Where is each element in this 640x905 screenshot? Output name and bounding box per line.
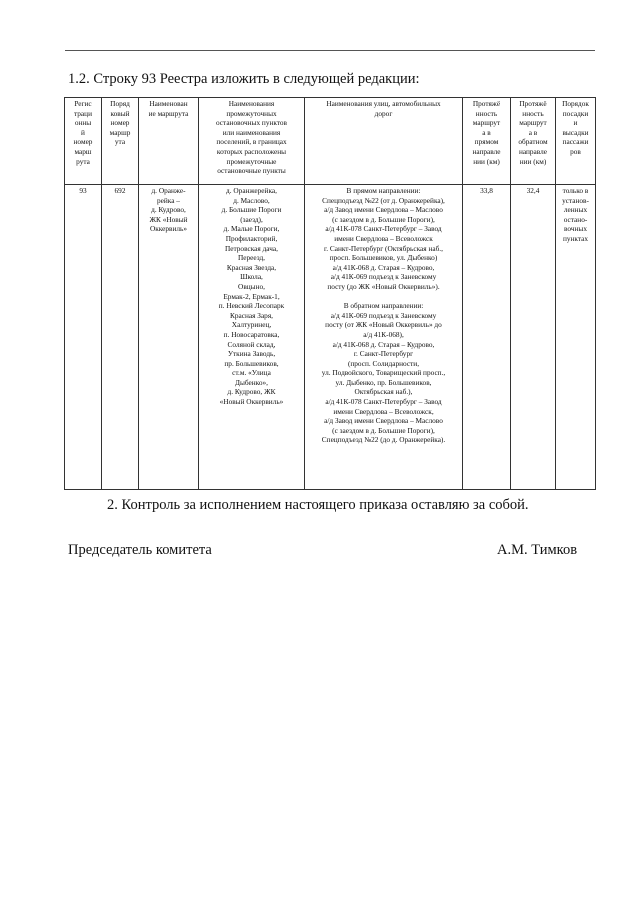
cell-line: пр. Большевиков, <box>224 358 279 368</box>
cell-line: а/д Завод имени Свердлова – Маслово <box>324 416 443 426</box>
cell-line: ута <box>114 137 126 147</box>
route-name-cell <box>139 185 199 490</box>
cell-line: Соляной склад, <box>227 339 276 349</box>
header-cell <box>305 98 463 185</box>
cell-line: а/д 41К-069 подъезд к Заневскому <box>330 272 437 282</box>
stops-cell <box>199 185 305 490</box>
header-cell <box>556 98 596 185</box>
cell-line: ул. Подвойского, Товарищеский просп., <box>321 368 446 378</box>
top-rule <box>65 50 595 51</box>
cell-line: ст.м. «Улица <box>232 368 271 378</box>
cell-line: д. Оранже- <box>151 186 186 195</box>
cell-line: й <box>81 127 85 137</box>
cell-line: а/д 41К-068 д. Старая – Кудрово, <box>332 262 435 272</box>
length-forward-cell: 33,8 <box>463 185 511 490</box>
table-header-row <box>65 98 596 185</box>
cell-line: пассажи <box>562 137 589 147</box>
cell-line: нность <box>475 108 498 118</box>
cell-line: пунктах <box>562 233 589 243</box>
header-cell <box>199 98 305 185</box>
cell-line: Дыбенко», <box>235 377 268 387</box>
length-backward-cell: 32,4 <box>511 185 556 490</box>
header-cell <box>139 98 199 185</box>
cell-line: посту (от ЖК «Новый Оккервиль» до <box>325 320 442 330</box>
cell-line: посту (до ЖК «Новый Оккервиль»). <box>327 281 440 291</box>
cell-line: а/д 41К-078 Санкт-Петербург – Завод <box>325 397 442 407</box>
cell-line: прямом <box>474 137 499 147</box>
cell-line: остановочные пункты <box>217 166 286 176</box>
cell-line: только в <box>562 186 589 195</box>
cell-line: промежуточные <box>226 156 277 166</box>
cell-line: Овцыно, <box>238 281 265 291</box>
cell-line: маршрут <box>472 118 501 128</box>
cell-line: нии (км) <box>473 156 500 166</box>
cell-line: В прямом направлении: <box>346 186 421 195</box>
cell-line: которых расположены <box>216 146 287 156</box>
cell-line: Наименован <box>149 99 188 108</box>
cell-line: Наименования улиц, автомобильных <box>326 99 441 108</box>
signature-position: Председатель комитета <box>68 542 212 558</box>
cell-line: или наименования <box>222 127 281 137</box>
cell-line: Оккервиль» <box>149 224 188 234</box>
cell-line: Красная Заря, <box>229 310 274 320</box>
cell-line: «Новый Оккервиль» <box>219 397 284 407</box>
cell-line: ул. Дыбенко, пр. Большевиков, <box>335 377 432 387</box>
cell-line: Петровская дача, <box>225 243 278 253</box>
cell-line: номер <box>73 137 93 147</box>
cell-line: маршр <box>109 127 131 137</box>
cell-line: обратном <box>518 137 548 147</box>
cell-line: остано- <box>563 214 588 224</box>
cell-line: Протяжё <box>472 99 501 108</box>
cell-line: ров <box>570 146 581 156</box>
cell-line: траци <box>74 108 92 118</box>
cell-line: Ермак-2, Ермак-1, <box>223 291 280 301</box>
cell-line: просп. Большевиков, ул. Дыбенко) <box>329 253 438 263</box>
cell-line: вочных <box>564 224 587 234</box>
cell-line: маршрут <box>519 118 547 128</box>
cell-line: (с заездом в д. Большие Пороги), <box>332 214 435 224</box>
boarding-cell <box>556 185 596 490</box>
cell-line: Порядок <box>562 99 589 108</box>
cell-line: поселений, в границах <box>216 137 287 147</box>
cell-line: а в <box>528 127 538 137</box>
cell-line: нность <box>522 108 544 118</box>
cell-line: ие маршрута <box>148 108 189 118</box>
cell-line: Халтуринец, <box>231 320 272 330</box>
cell-line: и <box>573 118 578 128</box>
cell-line: (заезд), <box>240 214 263 224</box>
header-cell <box>102 98 139 185</box>
cell-line: а/д 41К-069 подъезд к Заневскому <box>330 310 437 320</box>
registry-table <box>64 97 596 490</box>
order-number-cell: 692 <box>102 185 139 490</box>
cell-line: Переезд, <box>237 253 265 263</box>
cell-line: а/д 41К-078 Санкт-Петербург – Завод <box>325 224 442 234</box>
cell-line: посадки <box>562 108 589 118</box>
header-cell <box>65 98 102 185</box>
cell-line: Спецподъезд №22 (от д. Оранжерейка), <box>322 195 445 205</box>
signature-name: А.М. Тимков <box>497 542 578 558</box>
section-heading: 1.2. Строку 93 Реестра изложить в следующей редакции: <box>68 71 420 87</box>
cell-line: Красная Звезда, <box>226 262 277 272</box>
cell-line: марш <box>74 146 92 156</box>
cell-line: установ- <box>562 195 589 205</box>
cell-line: г. Санкт-Петербург (Октябрьская наб., <box>324 243 443 253</box>
cell-line: ЖК «Новый <box>149 214 188 224</box>
cell-line: а в <box>482 127 491 137</box>
cell-line: п. Новосаратовка, <box>223 329 280 339</box>
cell-line: промежуточных <box>226 108 277 118</box>
cell-line: остановочных пунктов <box>215 118 288 128</box>
cell-line: Протяжё <box>519 99 547 108</box>
cell-line: Октябрьская наб.), <box>354 387 413 397</box>
cell-line: направле <box>472 146 501 156</box>
cell-line: Уткина Заводь, <box>227 349 276 359</box>
cell-line: направле <box>518 146 548 156</box>
cell-line: рута <box>76 156 90 166</box>
cell-line: а/д 41К-068), <box>363 329 404 339</box>
table-row <box>65 185 596 490</box>
reg-number-cell: 93 <box>65 185 102 490</box>
cell-line: а/д 41К-068 д. Старая – Кудрово, <box>332 339 435 349</box>
cell-line: нии (км) <box>519 156 547 166</box>
cell-line: дорог <box>374 108 393 118</box>
cell-line: (просп. Солидарности, <box>347 358 420 368</box>
cell-line: д. Кудрово, <box>151 205 186 215</box>
cell-line: г. Санкт-Петербург <box>353 349 414 359</box>
cell-line: д. Маслово, <box>233 195 270 205</box>
roads-cell <box>305 185 463 490</box>
cell-line: (с заездом в д. Большие Пороги), <box>332 425 435 435</box>
cell-line: а/д Завод имени Свердлова – Маслово <box>324 205 443 215</box>
cell-line: Регис <box>74 99 92 108</box>
cell-line: В обратном направлении: <box>343 301 424 311</box>
cell-line: Профилакторий, <box>225 233 278 243</box>
cell-line: Наименования <box>228 99 275 108</box>
cell-line: п. Невский Лесопарк <box>218 301 285 311</box>
cell-line: ленных <box>563 205 588 215</box>
cell-line: онны <box>74 118 92 128</box>
header-cell <box>511 98 556 185</box>
cell-line: Школа, <box>240 272 263 282</box>
header-cell <box>463 98 511 185</box>
cell-line: высадки <box>562 127 589 137</box>
cell-line: имени Свердлова – Всеволожск <box>334 233 433 243</box>
cell-line: номер <box>110 118 130 128</box>
cell-line: д. Большие Пороги <box>221 205 282 215</box>
cell-line: д. Оранжерейка, <box>226 186 277 195</box>
cell-line: ковый <box>110 108 130 118</box>
cell-line: д. Кудрово, ЖК <box>227 387 276 397</box>
control-clause: 2. Контроль за исполнением настоящего приказа оставляю за собой. <box>107 497 529 513</box>
cell-line <box>307 292 460 302</box>
cell-line: рейка – <box>157 195 180 205</box>
cell-line: д. Малые Пороги, <box>223 224 280 234</box>
cell-line: имени Свердлова – Всеволожск, <box>333 406 434 416</box>
cell-line: Поряд <box>110 99 130 108</box>
cell-line: Спецподъезд №22 (до д. Оранжерейка). <box>321 435 446 445</box>
